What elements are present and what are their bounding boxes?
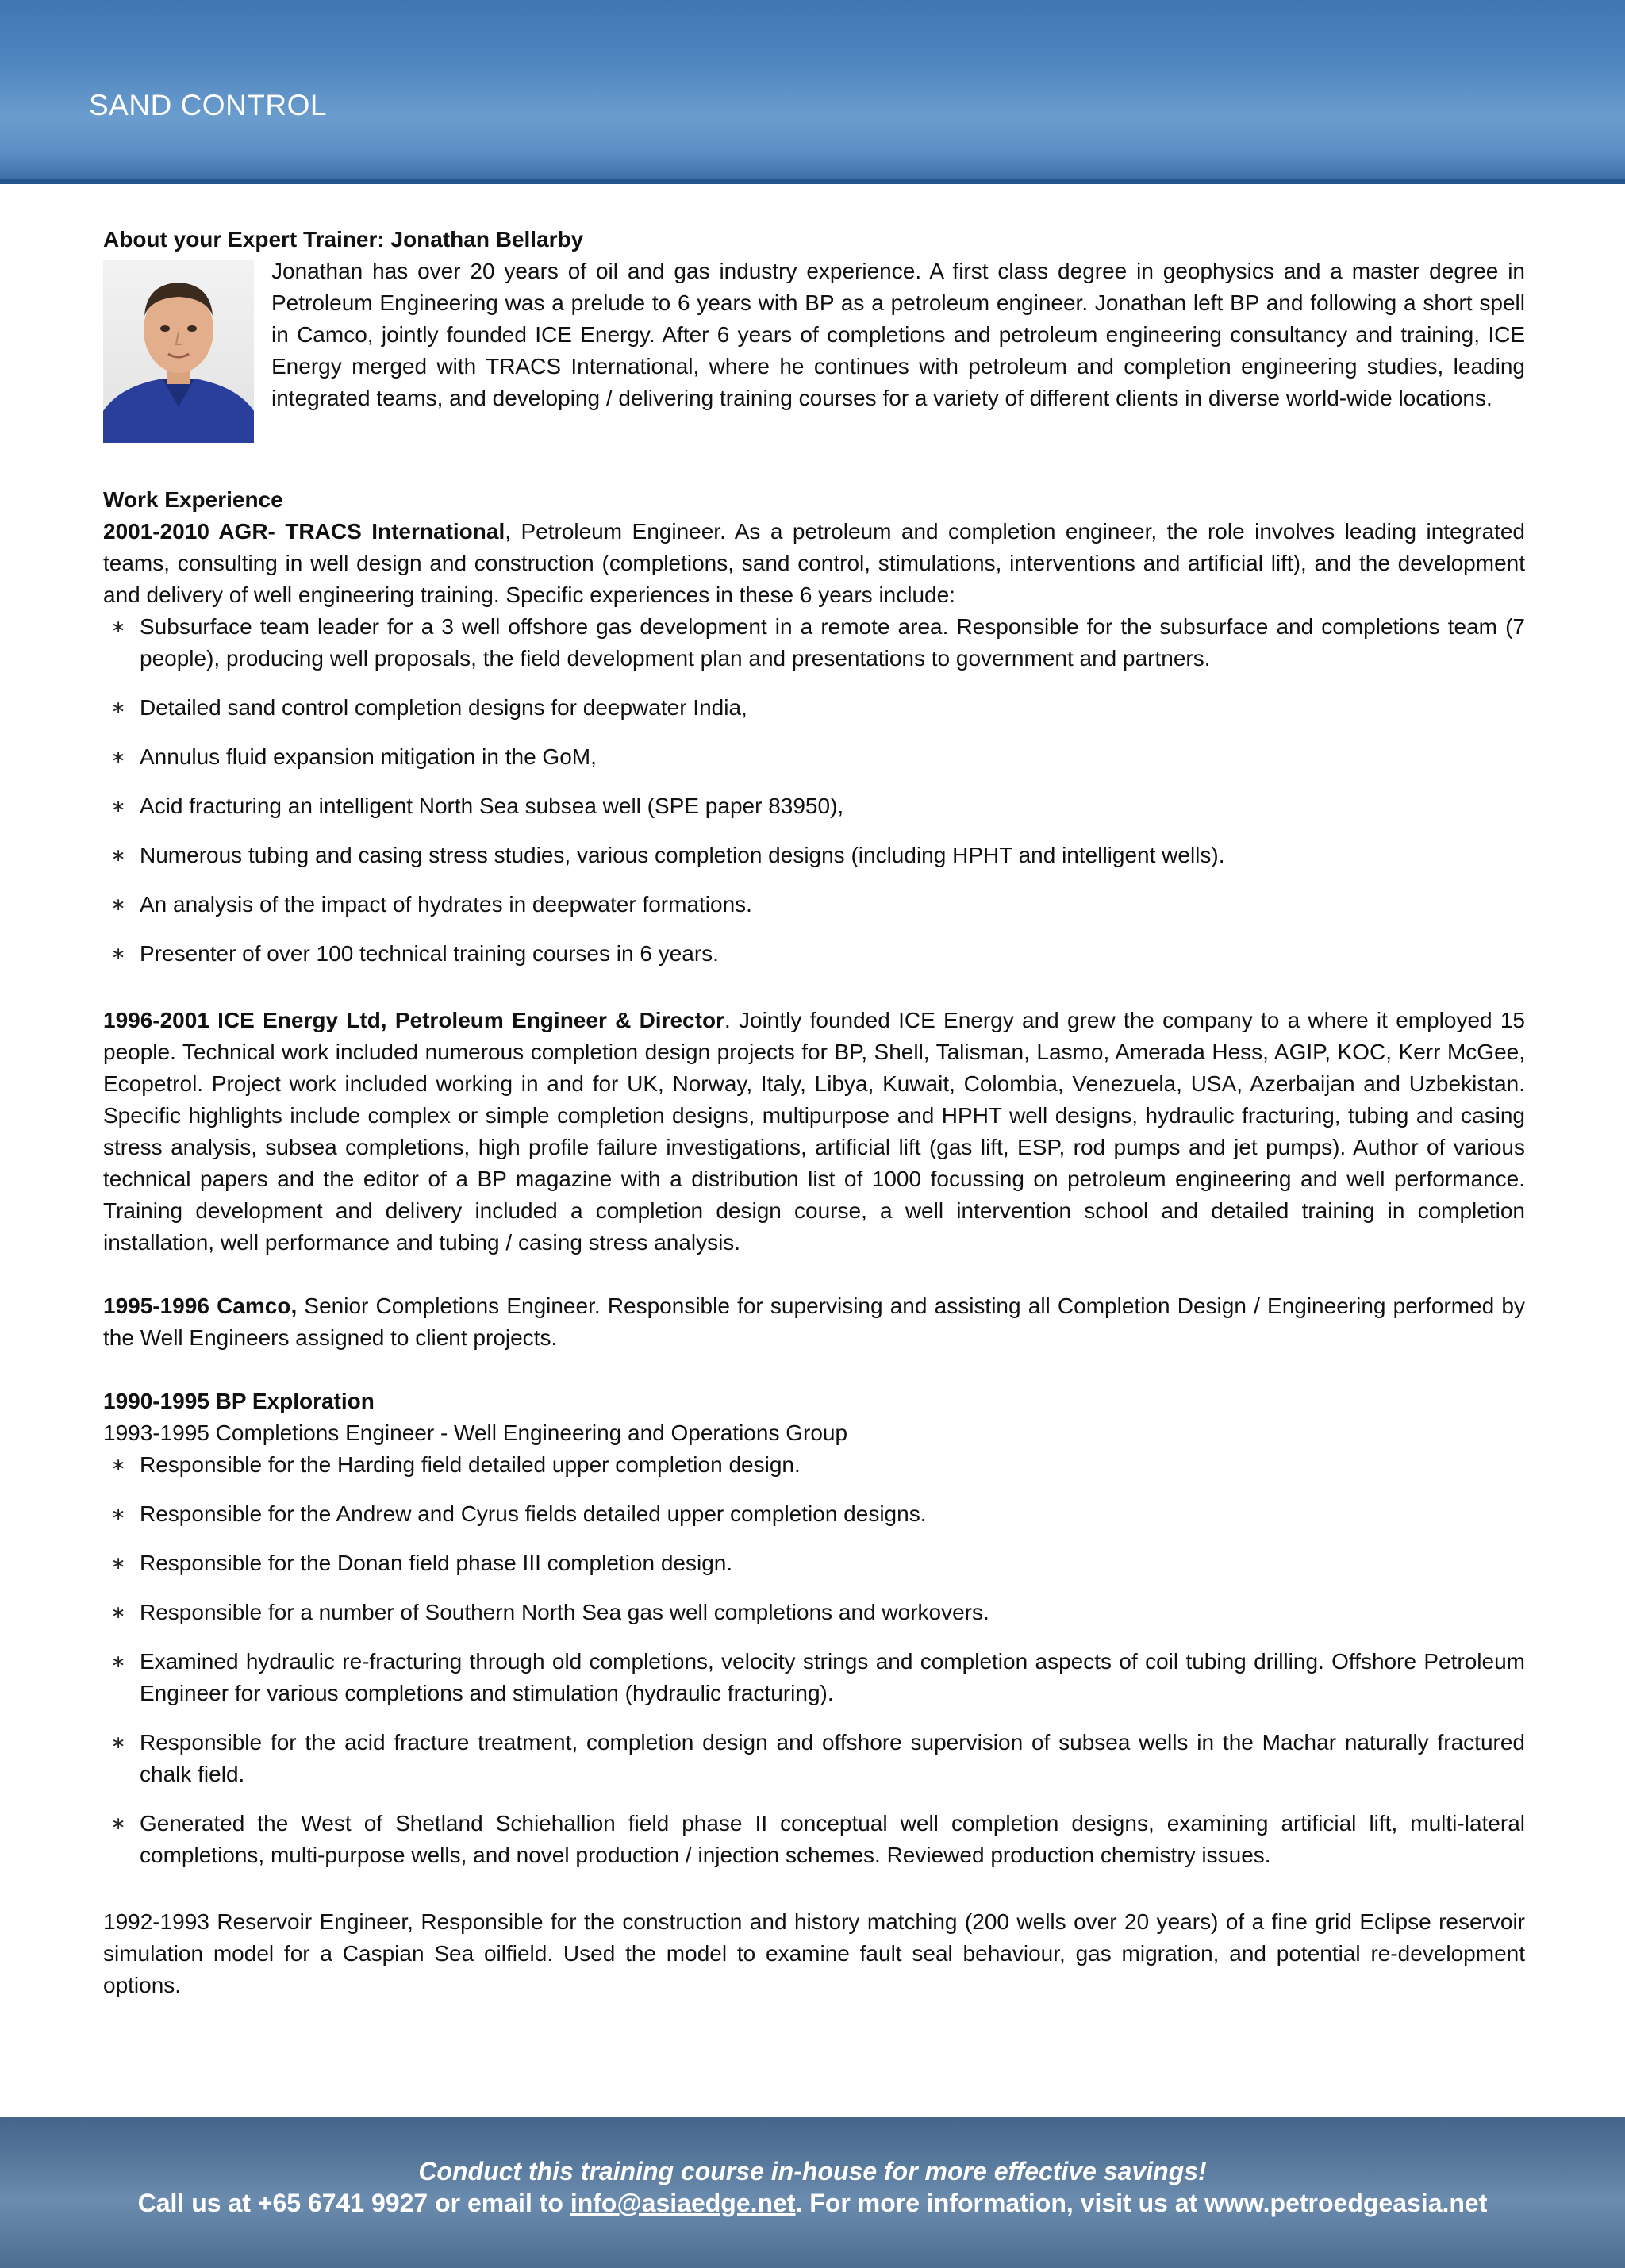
tracs-text: , Petroleum Engineer. As a petroleum and completion engineer, the role involves leading integrated teams, consulting in well design and construction (completions, sand control, stimulations, interventions and artificial lift), and the development and delivery of well engineering training. Specific experiences in these 6 years include: (103, 519, 1526, 607)
bullet-text: Responsible for a number of Southern North Sea gas well completions and workovers. (140, 1600, 989, 1624)
bullet-icon: ∗ (111, 1602, 126, 1622)
bullet-icon: ∗ (111, 796, 126, 816)
list-item (103, 1547, 1525, 1579)
bullet-icon: ∗ (111, 1732, 126, 1752)
list-item (103, 840, 1525, 871)
bullet-text: Numerous tubing and casing stress studies, various completion designs (including HPHT and intelligent wells). (140, 843, 1225, 867)
bullet-text: An analysis of the impact of hydrates in deepwater formations. (140, 892, 752, 917)
page-footer (0, 2117, 1625, 2268)
list-item (103, 1449, 1525, 1481)
ice-title: 1996-2001 ICE Energy Ltd, Petroleum Engineer & Director (103, 1008, 724, 1032)
bullet-icon: ∗ (111, 698, 126, 717)
trainer-bio: Jonathan has over 20 years of oil and gas industry experience. A first class degree in geophysics and a master degree in Petroleum Engineering was a prelude to 6 years with BP as a petroleum engineer. Jonathan left BP and following a short spell in Camco, jointly founded ICE Energy. After 6 years of completions and petroleum engineering consultancy and training, ICE Energy merged with TRACS International, where he continues with petroleum and completion engineering studies, leading integrated teams, and developing / delivering training courses for a variety of different clients in diverse world-wide locations. (271, 259, 1525, 410)
bullet-icon: ∗ (111, 1813, 126, 1833)
trainer-block (103, 256, 1525, 484)
list-item (103, 741, 1525, 773)
bullet-text: Presenter of over 100 technical training courses in 6 years. (140, 941, 719, 966)
bp-bullets (103, 1449, 1525, 1871)
bp-subtitle: 1993-1995 Completions Engineer - Well Engineering and Operations Group (103, 1420, 848, 1445)
footer-contact (0, 2189, 1625, 2218)
bullet-icon: ∗ (111, 1455, 126, 1474)
footer-contact-prefix: Call us at +65 6741 9927 or email to (137, 2189, 570, 2217)
bullet-text: Acid fracturing an intelligent North Sea subsea well (SPE paper 83950), (140, 794, 844, 818)
email-link[interactable]: info@asiaedge.net (570, 2189, 796, 2217)
main-content (103, 224, 1525, 2001)
bullet-text: Detailed sand control completion designs for deepwater India, (140, 695, 747, 720)
bp-title: 1990-1995 BP Exploration (103, 1389, 375, 1413)
reservoir-paragraph: 1992-1993 Reservoir Engineer, Responsible for the construction and history matching (200 wells over 20 years) of a fine grid Eclipse reservoir simulation model for a Caspian Sea oilfield. Used the model to examine fault seal behaviour, gas migration, and potential re-development options. (103, 1909, 1525, 1997)
bullet-icon: ∗ (111, 1651, 126, 1671)
bullet-text: Responsible for the Donan field phase III completion design. (140, 1551, 733, 1575)
bullet-icon: ∗ (111, 845, 126, 865)
bullet-icon: ∗ (111, 1504, 126, 1524)
camco-text: Senior Completions Engineer. Responsible for supervising and assisting all Completion Design / Engineering performed by the Well Engineers assigned to client projects. (103, 1294, 1526, 1350)
bullet-icon: ∗ (111, 894, 126, 914)
page-title: SAND CONTROL (89, 89, 327, 121)
bullet-text: Subsurface team leader for a 3 well offshore gas development in a remote area. Responsible for the subsurface and completions team (7 people), producing well proposals, the field development plan and presentations to government and partners. (140, 614, 1525, 671)
page-header (0, 0, 1625, 184)
bullet-text: Responsible for the Harding field detailed upper completion design. (140, 1452, 801, 1477)
list-item (103, 1646, 1525, 1709)
bullet-text: Responsible for the Andrew and Cyrus fields detailed upper completion designs. (140, 1501, 927, 1526)
ice-text: . Jointly founded ICE Energy and grew the company to a where it employed 15 people. Technical work included numerous completion design projects for BP, Shell, Talisman, Lasmo, Amerada Hess, AGIP, KOC, Kerr McGee, Ecopetrol. Project work included working in and for UK, Norway, Italy, Libya, Kuwait, Colombia, Venezuela, USA, Azerbaijan and Uzbekistan. Specific highlights include complex or simple completion designs, multipurpose and HPHT well designs, hydraulic fracturing, tubing and casing stress analysis, subsea completions, high profile failure investigations, artificial lift (gas lift, ESP, rod pumps and jet pumps). Author of various technical papers and the editor of a BP magazine with a distribution list of 1000 focussing on petroleum engineering and well performance. Training development and delivery included a completion design course, a well intervention school and detailed training in completion installation, well performance and tubing / casing stress analysis. (103, 1008, 1526, 1255)
tracs-title: 2001-2010 AGR- TRACS International (103, 519, 505, 544)
list-item (103, 611, 1525, 675)
ice-paragraph (103, 1005, 1525, 1259)
footer-tagline: Conduct this training course in-house for more effective savings! (418, 2157, 1207, 2185)
list-item (103, 1597, 1525, 1628)
list-item (103, 1727, 1525, 1790)
bullet-text: Annulus fluid expansion mitigation in the GoM, (140, 744, 597, 769)
tracs-paragraph (103, 516, 1525, 611)
tracs-bullets (103, 611, 1525, 970)
list-item (103, 1498, 1525, 1530)
bullet-text: Generated the West of Shetland Schiehallion field phase II conceptual well completion designs, examining artificial lift, multi-lateral completions, multi-purpose wells, and novel production / injection schemes. Reviewed production chemistry issues. (140, 1811, 1525, 1867)
footer-contact-suffix: . For more information, visit us at www.petroedgeasia.net (795, 2189, 1488, 2217)
list-item (103, 1808, 1525, 1871)
list-item (103, 790, 1525, 822)
trainer-heading: About your Expert Trainer: Jonathan Bellarby (103, 227, 584, 252)
bullet-icon: ∗ (111, 944, 126, 963)
bullet-text: Responsible for the acid fracture treatment, completion design and offshore supervision of subsea wells in the Machar naturally fractured chalk field. (140, 1730, 1525, 1786)
bullet-icon: ∗ (111, 617, 126, 636)
trainer-portrait (103, 260, 254, 443)
list-item (103, 692, 1525, 724)
camco-paragraph (103, 1290, 1525, 1354)
list-item (103, 938, 1525, 970)
list-item (103, 889, 1525, 921)
bullet-text: Examined hydraulic re-fracturing through old completions, velocity strings and completion aspects of coil tubing drilling. Offshore Petroleum Engineer for various completions and stimulation (hydraulic fracturing). (140, 1649, 1525, 1705)
work-experience-heading: Work Experience (103, 487, 283, 512)
bullet-icon: ∗ (111, 747, 126, 767)
camco-title: 1995-1996 Camco, (103, 1294, 298, 1318)
bullet-icon: ∗ (111, 1553, 126, 1573)
